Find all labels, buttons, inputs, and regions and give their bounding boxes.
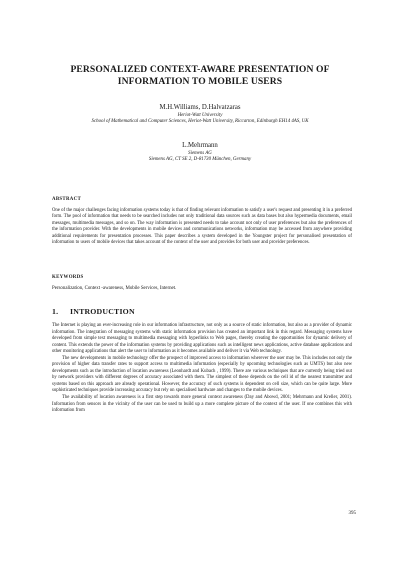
section-heading xyxy=(52,307,135,316)
keywords-text: Personalization, Context -awareness, Mobile Services, Internet. xyxy=(52,286,177,291)
abstract-text: One of the major challenges facing information systems today is that of finding relevant information to satisfy a user's request and presenting it in a preferred form. The pool of information that needs to be searched includes not only traditional data sources such as data bases but also hypermedia documents, email messages, multimedia messages, and so on. The way information is presented needs to take account not only of user preferences but also the preferences of the information provider. With the developments in mobile devices and communications networks, information may be accessed from anywhere providing additional requirements for presentation processes. This paper describes a system developed in the Youngster project for personalised presentation of information to users of mobile devices that takes account of the context of the user and provides for both user and provider preferences. xyxy=(52,208,352,246)
author-affiliation: Siemens AG, CT SE 2, D-81730 München, Germany xyxy=(148,156,252,162)
abstract-heading: ABSTRACT xyxy=(52,197,82,202)
author-names: L.Mehrmann xyxy=(182,142,218,149)
body-paragraph: The new developments in mobile technology offer the prospect of improved access to information wherever the user may be. This includes not only the provision of higher data transfer rates to support access to multimedia information (especially by upcoming technologies such as UMTS) but also new developments such as the introduction of location awareness (Leonhardt and Kubach , 1999). There are various techniques that are currently being tried out by network providers with different degrees of accuracy associated with them. The simplest of these depends on the cell id of the nearest transmitter and systems based on this approach are already operational. However, the accuracy of such systems is dependent on cell size, which can be quite large. More sophisticated techniques provide increasing accuracy but rely on specialised hardware and changes to the mobile devices. xyxy=(52,355,352,394)
paper-title: PERSONALIZED CONTEXT-AWARE PRESENTATION OF INFORMATION TO MOBILE USERS xyxy=(70,64,330,87)
body-paragraph: The Internet is playing an ever-increasing role in our information infrastructure, not only as a source of static information, but also as a provider of dynamic information. The integration of messaging systems with static information provision has created an important link in this regard. Messaging systems have developed from simple text messaging to multimedia messaging with hyperlinks to Web pages, thereby creating the opportunities for dynamic delivery of content. This extends the power of the information systems by providing applications such as intelligent news applications, active database applications and other monitoring applications that alert the user to information as it becomes available and deliver it via Web technology. xyxy=(52,323,352,355)
body-paragraph: The availability of location awareness is a first step towards more general context awareness (Day and Abowd, 2001; Mehrmann and Kreller, 2001). Information from sensors in the vicinity of the user can be used to build up a more complete picture of the context of the user. If one combines this with information from xyxy=(52,395,352,414)
section-body xyxy=(52,323,352,415)
section-title: INTRODUCTION xyxy=(70,307,135,316)
author-organization: Heriot-Watt University xyxy=(177,112,223,118)
author-block-2 xyxy=(40,142,360,163)
author-organization: Siemens AG xyxy=(188,150,212,156)
keywords-heading: KEYWORDS xyxy=(52,275,84,280)
author-block-1 xyxy=(40,104,360,125)
page-number: 395 xyxy=(348,511,356,516)
section-number: 1. xyxy=(52,307,59,316)
author-affiliation: School of Mathematical and Computer Sciences, Heriot-Watt University, Riccarton, Edinburgh EH14 4AS, UK xyxy=(91,118,309,124)
author-names: M.H.Williams, D.Halvatzaras xyxy=(159,104,241,111)
